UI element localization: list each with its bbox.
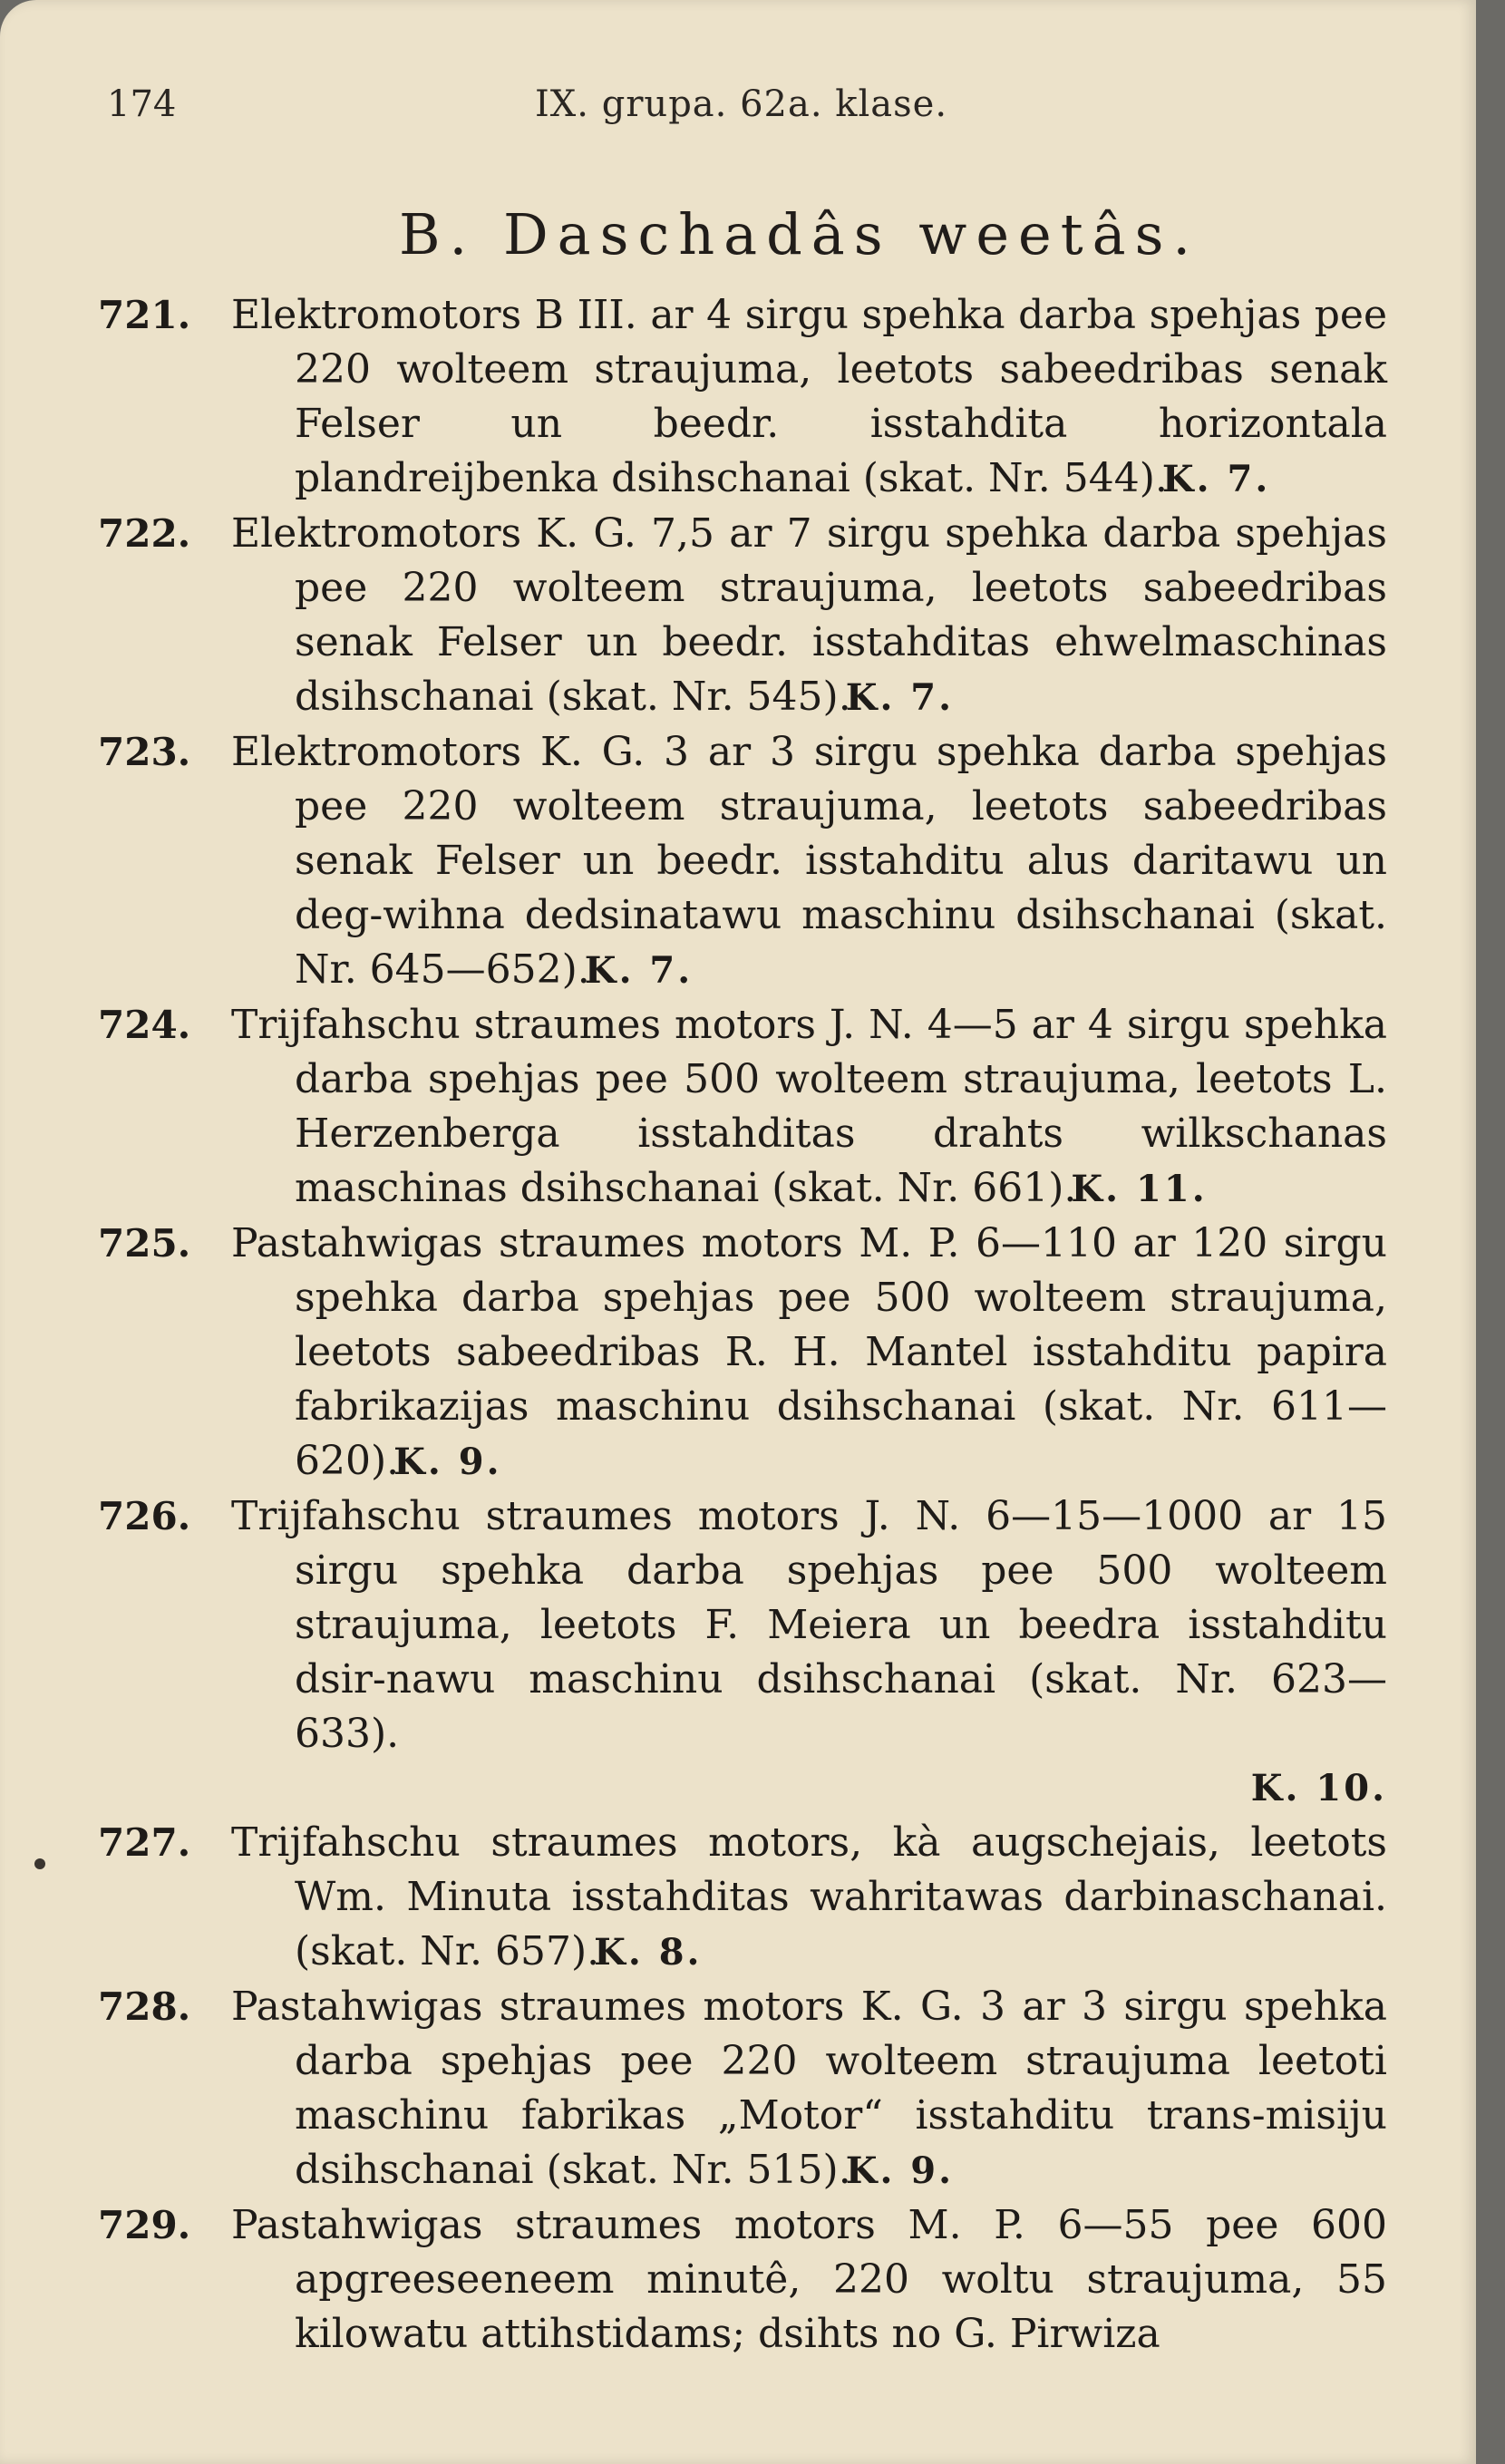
entry-number: 728. — [98, 1984, 191, 2029]
entry-number: 721. — [98, 293, 191, 337]
entry-description: Elektromotors K. G. 3 ar 3 sirgu spehka darba spehjas pee 220 wolteem straujuma, leetots sabeedribas senak Felser un beedr. isstahditu alus daritawu un deg-wihna dedsinatawu maschinu dsihschanai (skat. Nr. 645—652). — [231, 729, 1387, 993]
entry-text — [231, 1980, 1387, 2198]
entry-description: Pastahwigas straumes motors K. G. 3 ar 3 sirgu spehka darba spehjas pee 220 wolteem straujuma leetoti maschinu fabrikas „Motor“ isstahditu trans-misiju dsihschanai (skat. Nr. 515). — [231, 1984, 1387, 2193]
page-number: 174 — [107, 83, 177, 125]
entry-text — [231, 1217, 1387, 1489]
entry-text — [231, 998, 1387, 1217]
entry-class: K. 8. — [594, 1931, 703, 1974]
entry-description: Pastahwigas straumes motors M. P. 6—55 pee 600 apgreeseeneem minutê, 220 woltu straujuma, 55 kilowatu attihstidams; dsihts no G. Pirwiza — [231, 2202, 1387, 2357]
catalog-entry-724 — [0, 998, 1476, 1217]
entry-class: K. 7. — [845, 676, 955, 719]
catalog-entry-726 — [0, 1489, 1476, 1816]
page-header — [0, 83, 1476, 138]
entry-number: 723. — [98, 730, 191, 774]
catalog-entry-727 — [0, 1816, 1476, 1980]
entry-text — [231, 725, 1387, 998]
entry-number: 725. — [98, 1221, 191, 1266]
catalog-entry-723 — [0, 725, 1476, 998]
entry-description: Elektromotors K. G. 7,5 ar 7 sirgu spehka darba spehjas pee 220 wolteem straujuma, leetots sabeedribas senak Felser un beedr. isstahditas ehwelmaschinas dsihschanai (skat. Nr. 545). — [231, 510, 1387, 720]
entry-class: K. 7. — [584, 949, 694, 992]
entry-class: K. 7. — [1161, 458, 1271, 500]
entry-list — [0, 288, 1476, 2362]
entry-class: K. 11. — [1071, 1168, 1208, 1210]
running-head: IX. grupa. 62a. klase. — [535, 83, 948, 125]
entry-class: K. 10. — [1250, 1767, 1387, 1809]
section-title: B. Daschadâs weetâs. — [399, 201, 1200, 267]
entry-number: 722. — [98, 511, 191, 556]
entry-number: 726. — [98, 1494, 191, 1538]
entry-number: 727. — [98, 1820, 191, 1865]
entry-description: Pastahwigas straumes motors M. P. 6—110 ar 120 sirgu spehka darba spehjas pee 500 wolteem straujuma, leetots sabeedribas R. H. Mantel isstahditu papira fabrikazijas maschinu dsihschanai (skat. Nr. 611—620). — [231, 1220, 1387, 1484]
entry-text — [231, 1816, 1387, 1980]
catalog-entry-721 — [0, 288, 1476, 507]
catalog-entry-725 — [0, 1217, 1476, 1489]
entry-text — [231, 507, 1387, 725]
catalog-entry-729 — [0, 2198, 1476, 2362]
entry-description: Trijfahschu straumes motors J. N. 4—5 ar 4 sirgu spehka darba spehjas pee 500 wolteem straujuma, leetots L. Herzenberga isstahditas drahts wilkschanas maschinas dsihschanai (skat. Nr. 661). — [231, 1002, 1387, 1211]
entry-class: K. 9. — [845, 2149, 955, 2192]
entry-description: Trijfahschu straumes motors J. N. 6—15—1000 ar 15 sirgu spehka darba spehjas pee 500 wolteem straujuma, leetots F. Meiera un beedra isstahditu dsir-nawu maschinu dsihschanai (skat. Nr. 623—633). — [231, 1493, 1387, 1757]
entry-text — [231, 2198, 1387, 2362]
entry-text — [231, 1489, 1387, 1761]
entry-number: 724. — [98, 1003, 191, 1047]
entry-description: Elektromotors B III. ar 4 sirgu spehka darba spehjas pee 220 wolteem straujuma, leetots sabeedribas senak Felser un beedr. isstahdita horizontala plandreijbenka dsihschanai (skat. Nr. 544). — [231, 292, 1387, 501]
entry-description: Trijfahschu straumes motors, kà augschejais, leetots Wm. Minuta isstahditas wahritawas darbinaschanai. (skat. Nr. 657). — [231, 1819, 1387, 1974]
entry-number: 729. — [98, 2203, 191, 2247]
entry-class: K. 9. — [393, 1441, 502, 1483]
catalog-entry-722 — [0, 507, 1476, 725]
entry-text — [231, 288, 1387, 507]
catalog-entry-728 — [0, 1980, 1476, 2198]
